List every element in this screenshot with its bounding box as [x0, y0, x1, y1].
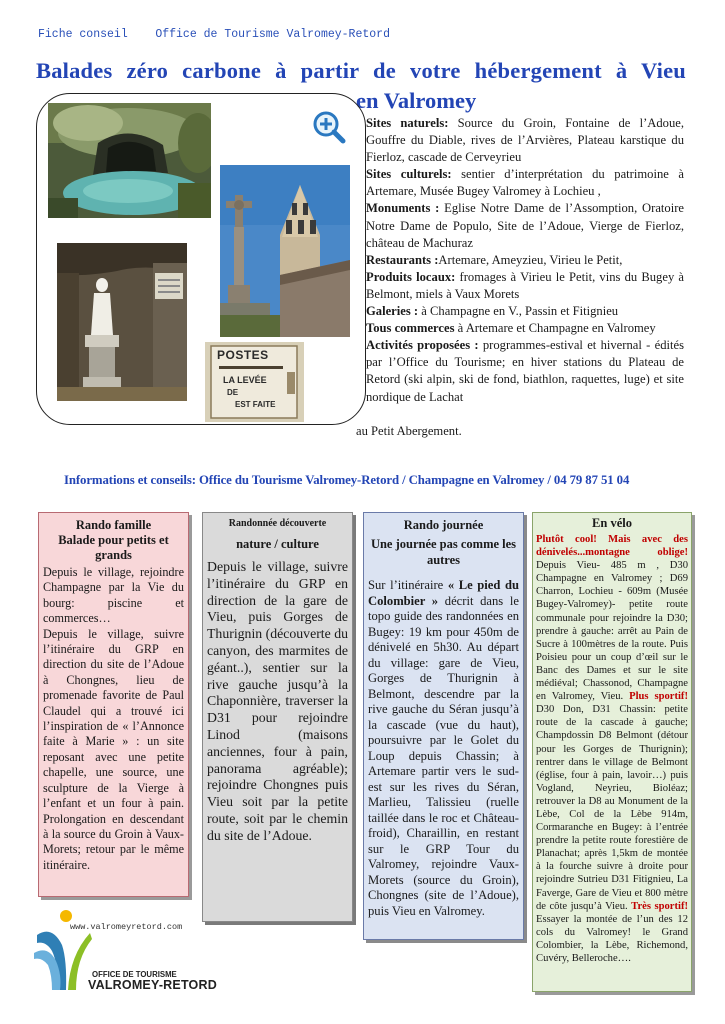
page-title: Balades zéro carbone à partir de votre hébergement à Vieu — [36, 58, 686, 83]
header-label: Fiche conseil — [38, 28, 128, 41]
info-culturels: Sites culturels: sentier d’interprétation du patrimoine à Artemare, Musée Bugey Valromey à Lochieu , — [366, 167, 684, 199]
info-naturels: Sites naturels: Source du Groin, Fontaine de l’Adoue, Gouffre du Diable, rives de l’Arvières, Plateau karstique du Fierloz, cascade de Cerveyrieu — [366, 116, 684, 165]
card-text: Plutôt cool! Mais avec des dénivelés...montagne oblige! Depuis Vieu- 485 m , D30 Champagne en Valromey ; D69 Charron, Lochieu - 609m (Musée Bugey-Valromey)- petite route communale pour rejoindre la D30; prendre à gauche: arrêt au Pain de Sucre à 100mètres de la route. Puis Poisieu pour un coup d’œil sur le Banc des Dames et sur le site médiéval; Chassonod, Champagne en Valromey, Vieu. Plus sportif! D30 Don, D31 Chassin: petite route de la cascade à gauche; Champdossin D8 Belmont (détour pour les Gorges de Thurignin); rentrer dans le village de Belmont (église, four à pain, lavoir…) puis Vogland, Neyrieu, Bioléaz; retrouver la D8 au Monument de la Lèbe, Col de la Lèbe 914m, Cormaranche en Bugey: à l’entrée prendre la petite route forestière de Planachat; après 1,5km de montée à la fourche suivre à droite pour rejoindre Sutrieu D31 Fitignieu, La Faverge, Gare de Vieu et 800 mètre de côte jusqu’à Vieu. Très sportif! Essayer la montée de l’un des 12 cols du Valromey! le Grand Colombier, la Lèbe, Richemond, Cuvéry, Belleroche…. — [536, 534, 688, 964]
info-activites-tail: au Petit Abergement. — [356, 424, 462, 438]
card-subtitle: Balade pour petits et grands — [58, 533, 169, 562]
info-galeries: Galeries : à Champagne en V., Passin et Fitignieu — [366, 304, 619, 319]
info-activites: Activités proposées : programmes-estival et hivernal - édités par l’Office du Tourisme; en hiver stations du Plateau de Retord (ski alpin, ski de fond, biathlon, raquettes, luge) et site nordique de Lachat — [366, 338, 684, 404]
logo-office-label: OFFICE DE TOURISME — [92, 970, 177, 979]
page-header — [38, 28, 390, 41]
info-commerces: Tous commerces à Artemare et Champagne en Valromey — [366, 321, 656, 336]
photo-cave-pool — [48, 103, 211, 218]
postbox-sign-line2: LA LEVÉE — [223, 375, 267, 385]
card-rando-journee — [363, 512, 524, 940]
info-restaurants: Restaurants :Artemare, Ameyzieu, Virieu le Petit, — [366, 252, 623, 267]
card-subtitle: Une journée pas comme les autres — [370, 537, 517, 567]
postbox-sign-line1: POSTES — [217, 348, 269, 362]
card-title: En vélo — [592, 516, 632, 530]
logo-name: VALROMEY-RETORD — [88, 978, 217, 992]
card-title: Rando famille — [75, 518, 152, 532]
card-subtitle: nature / culture — [236, 537, 319, 551]
card-text: Sur l’itinéraire « Le pied du Colombier » décrit dans le topo guide des randonnées en Bugey: 19 km pour 450m de dénivelé en 5h30. Au départ du village: gare de Vieu, Gorges de Thurignin à Belmont, descendre par la rive gauche du Séran jusqu’à la cascade (vue du haut), poursuivre par le Golet du Loup depuis Chassin; à Artemare partir vers le sud-est sur les rives du Séran, Marlieu, Talissieu (ruelle taillée dans le roc et Château-froid), Charaillin, en restant sur le GRP Tour du Valromey, rejoindre Vaux-Morets (source du Groin), Chongnes (site de l’Adoue), puis Vieu en Valromey. — [368, 578, 519, 918]
photo-church-cross — [220, 165, 350, 337]
card-lead: Plutôt cool! Mais avec des dénivelés...montagne oblige! — [536, 534, 688, 559]
page-title-line2: en Valromey — [356, 88, 477, 113]
info-monuments: Monuments : Eglise Notre Dame de l’Assomption, Oratoire Notre Dame de Populo, Site de l’Adoue, Vierge de Fierloz, château de Machuraz — [366, 201, 684, 250]
card-rando-famille — [38, 512, 189, 897]
info-block — [366, 115, 684, 406]
card-en-velo — [532, 512, 692, 992]
photo-postbox — [205, 342, 304, 422]
header-office: Office de Tourisme Valromey-Retord — [155, 28, 390, 41]
card-lead-tres-sportif: Très sportif! — [631, 900, 688, 912]
card-lead-sportif: Plus sportif! — [629, 691, 688, 703]
card-text-2: Depuis le village, suivre l’itinéraire du GRP en direction du site de l’Adoue à Chongnes, lieu de promenade favorite de Paul Claudel qui a trouvé ici l’inspiration de « l’Annonce faite à Marie » : un site reposant avec une petite chapelle, une source, une sculpture de la Vierge à l’enfant et un four à pain. Prolongation en descendant à la source du Groin à Vaux-Morets; retour par le même itinéraire. — [43, 626, 184, 872]
logo-url[interactable]: www.valromeyretord.com — [70, 922, 183, 932]
card-randonnee-decouverte — [202, 512, 353, 922]
postbox-sign-line4: EST FAITE — [235, 400, 276, 409]
info-produits: Produits locaux: fromages à Virieu le Petit, vins du Bugey à Belmont, miels à Vaux Morets — [366, 269, 685, 301]
photo-statue-grotto — [57, 243, 187, 401]
card-text-1: Depuis le village, rejoindre Champagne par la Vie du bourg: piscine et commerces… — [43, 565, 184, 626]
contact-line: Informations et conseils: Office du Tourisme Valromey-Retord / Champagne en Valromey / 04 79 87 51 04 — [64, 473, 630, 487]
card-title: Randonnée découverte — [228, 518, 327, 529]
postbox-sign-line3: DE — [227, 388, 239, 397]
card-text: Depuis le village, suivre l’itinéraire du GRP en direction de la gare de Vieu, puis Gorges de Thurignin (découverte du canyon, des marmites de géant..), sentier sur la rive gauche jusqu’à la Chaponnière, traverser la D31 pour rejoindre Linod (maisons anciennes, four à pain, panorama agréable); rejoindre Chongnes puis Vieu soit par la petite route, soit par le chemin du site de l’Adoue. — [207, 559, 348, 843]
zoom-icon[interactable] — [310, 108, 346, 144]
logo-swoosh-icon — [32, 925, 92, 1000]
card-title: Rando journée — [403, 518, 484, 532]
